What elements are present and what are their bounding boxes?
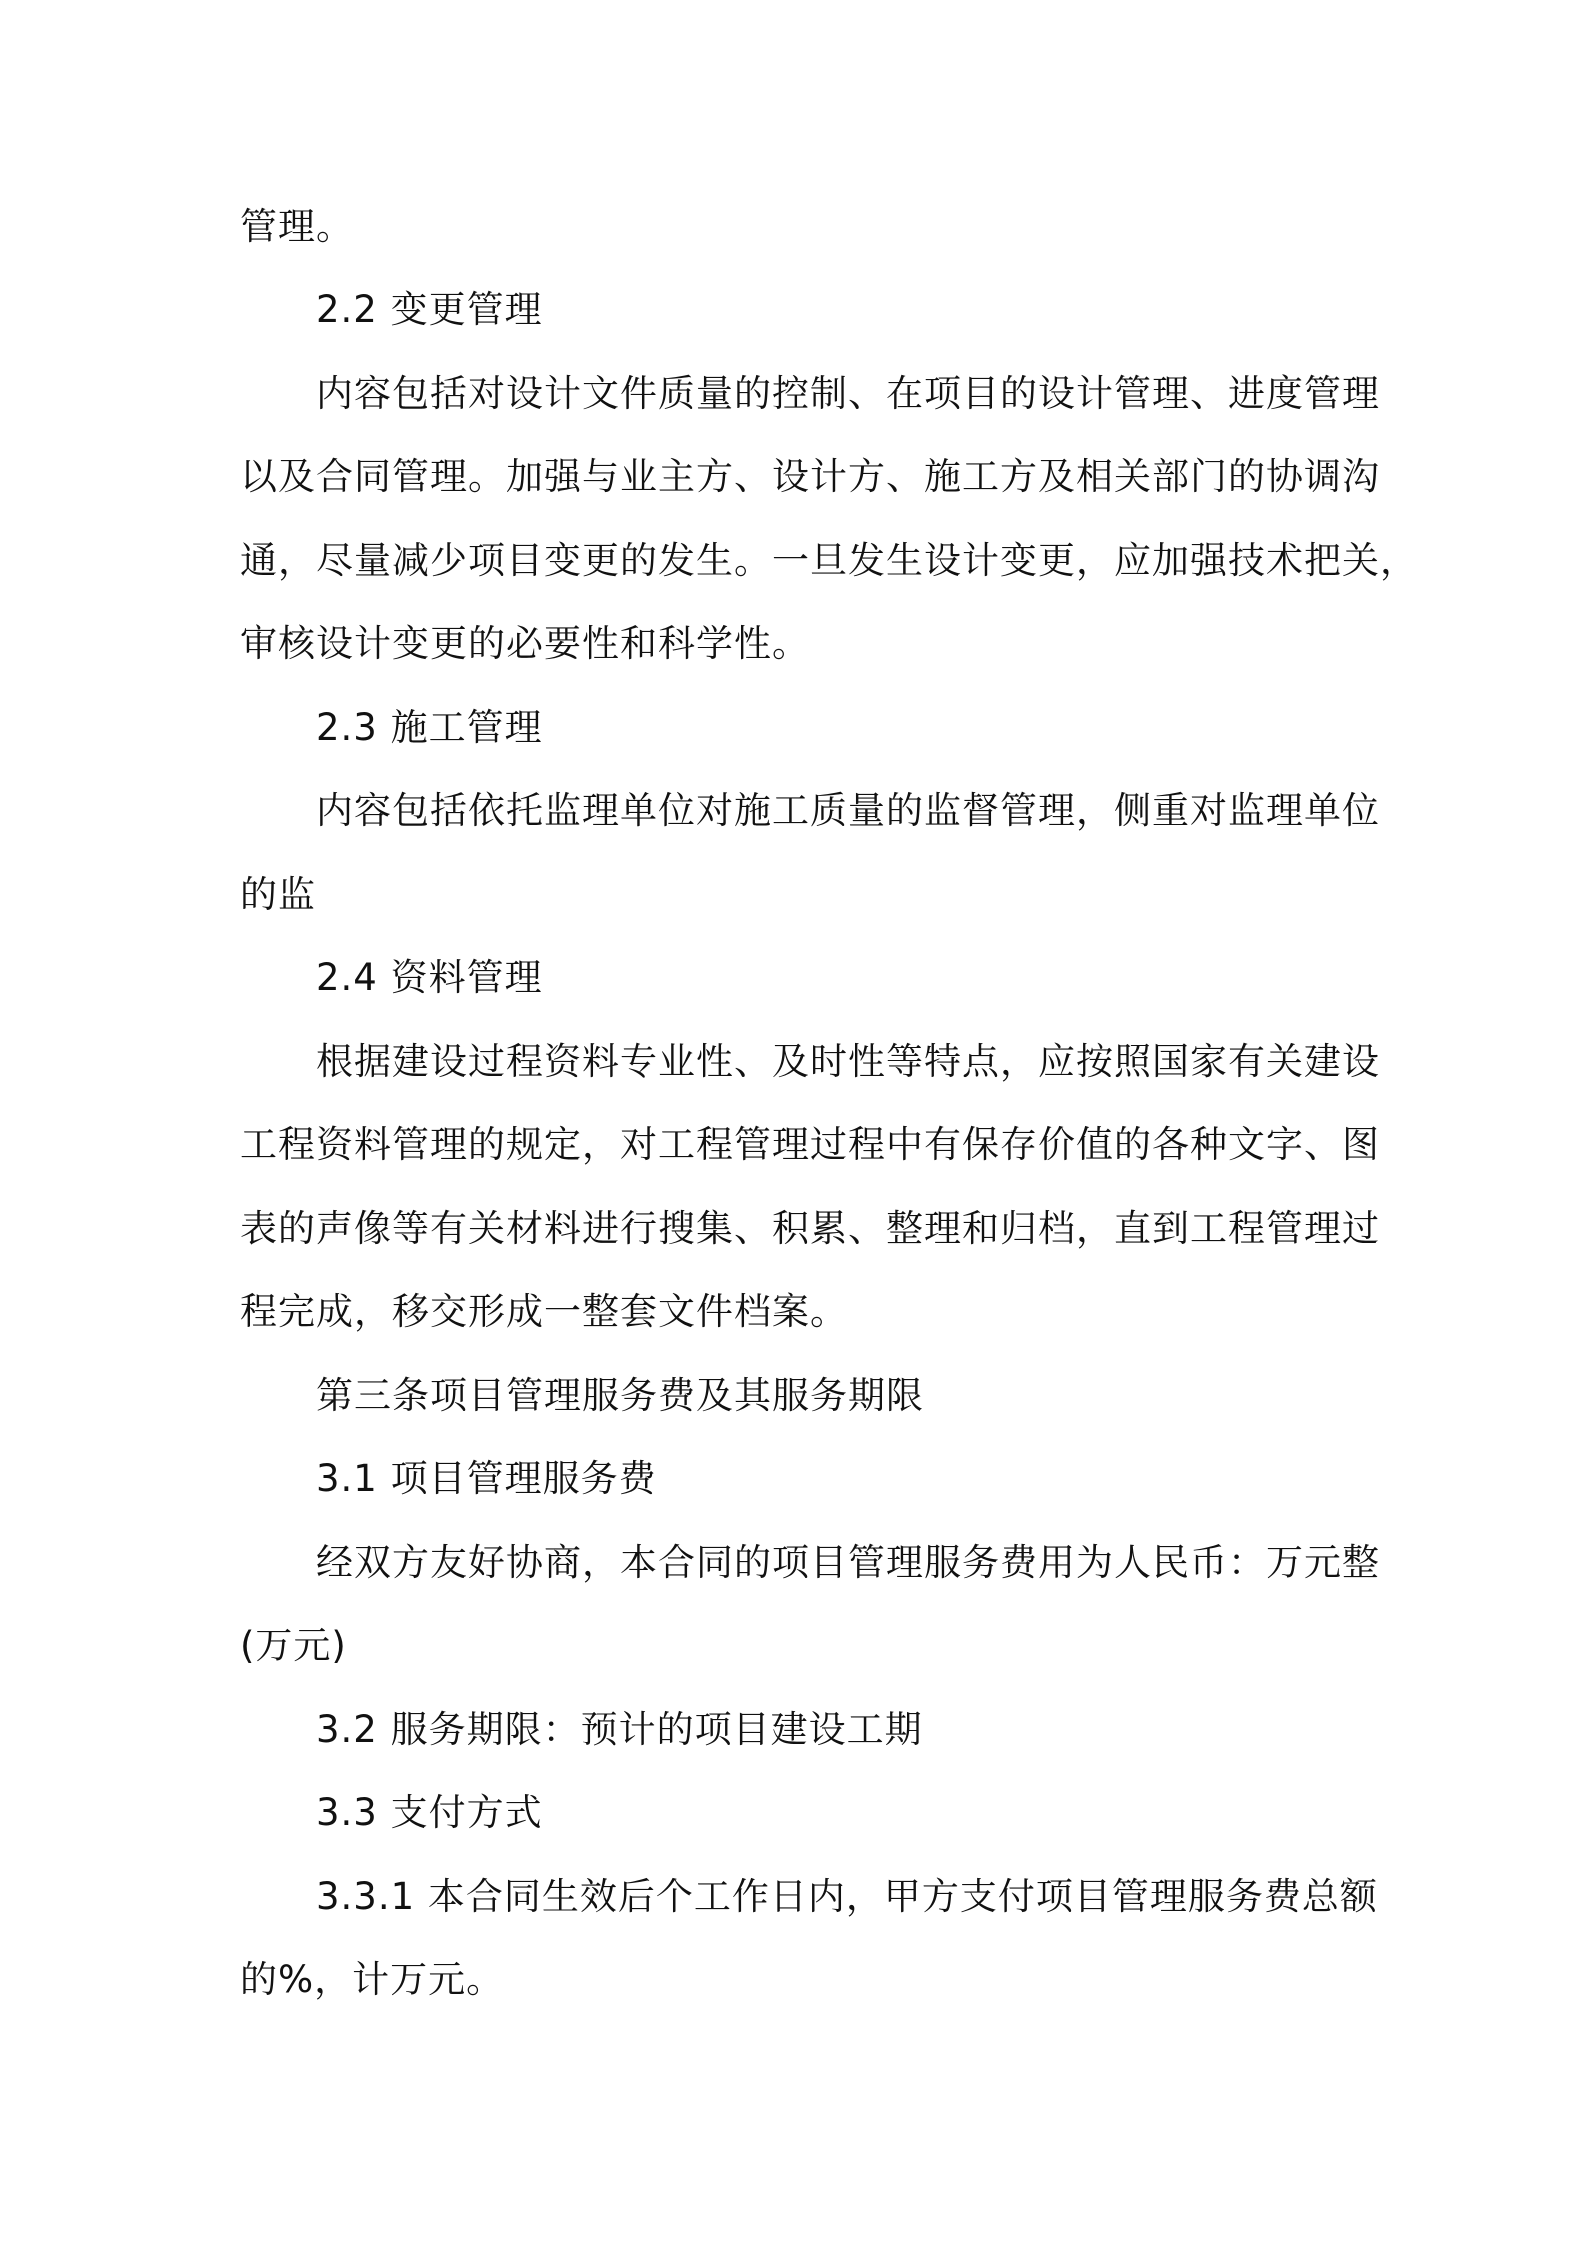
article-heading-3: 第三条项目管理服务费及其服务期限 xyxy=(316,1374,924,1417)
paragraph-line: 程完成，移交形成一整套文件档案。 xyxy=(240,1290,848,1333)
section-heading-3-3: 3.3 支付方式 xyxy=(316,1791,543,1834)
paragraph-line: 表的声像等有关材料进行搜集、积累、整理和归档，直到工程管理过 xyxy=(240,1207,1380,1250)
paragraph-line: 根据建设过程资料专业性、及时性等特点，应按照国家有关建设 xyxy=(316,1040,1380,1083)
paragraph-line: 审核设计变更的必要性和科学性。 xyxy=(240,622,810,665)
paragraph-line: 内容包括对设计文件质量的控制、在项目的设计管理、进度管理 xyxy=(316,372,1380,415)
paragraph-line: 工程资料管理的规定，对工程管理过程中有保存价值的各种文字、图 xyxy=(240,1123,1380,1166)
paragraph-line: 以及合同管理。加强与业主方、设计方、施工方及相关部门的协调沟 xyxy=(240,455,1380,498)
paragraph-line: 的监 xyxy=(240,873,316,916)
paragraph-line: 的%，计万元。 xyxy=(240,1958,505,2001)
paragraph-line: 经双方友好协商，本合同的项目管理服务费用为人民币：万元整 xyxy=(316,1541,1380,1584)
paragraph-line: 3.3.1 本合同生效后个工作日内，甲方支付项目管理服务费总额 xyxy=(316,1875,1378,1918)
section-heading-2-3: 2.3 施工管理 xyxy=(316,706,543,749)
paragraph-line: 通，尽量减少项目变更的发生。一旦发生设计变更，应加强技术把关， xyxy=(240,539,1418,582)
section-heading-2-4: 2.4 资料管理 xyxy=(316,956,543,999)
paragraph-continuation: 管理。 xyxy=(240,205,354,248)
section-heading-2-2: 2.2 变更管理 xyxy=(316,288,543,331)
section-heading-3-1: 3.1 项目管理服务费 xyxy=(316,1457,657,1500)
section-heading-3-2: 3.2 服务期限：预计的项目建设工期 xyxy=(316,1708,923,1751)
paragraph-line: (万元) xyxy=(240,1624,347,1667)
paragraph-line: 内容包括依托监理单位对施工质量的监督管理，侧重对监理单位 xyxy=(316,789,1380,832)
